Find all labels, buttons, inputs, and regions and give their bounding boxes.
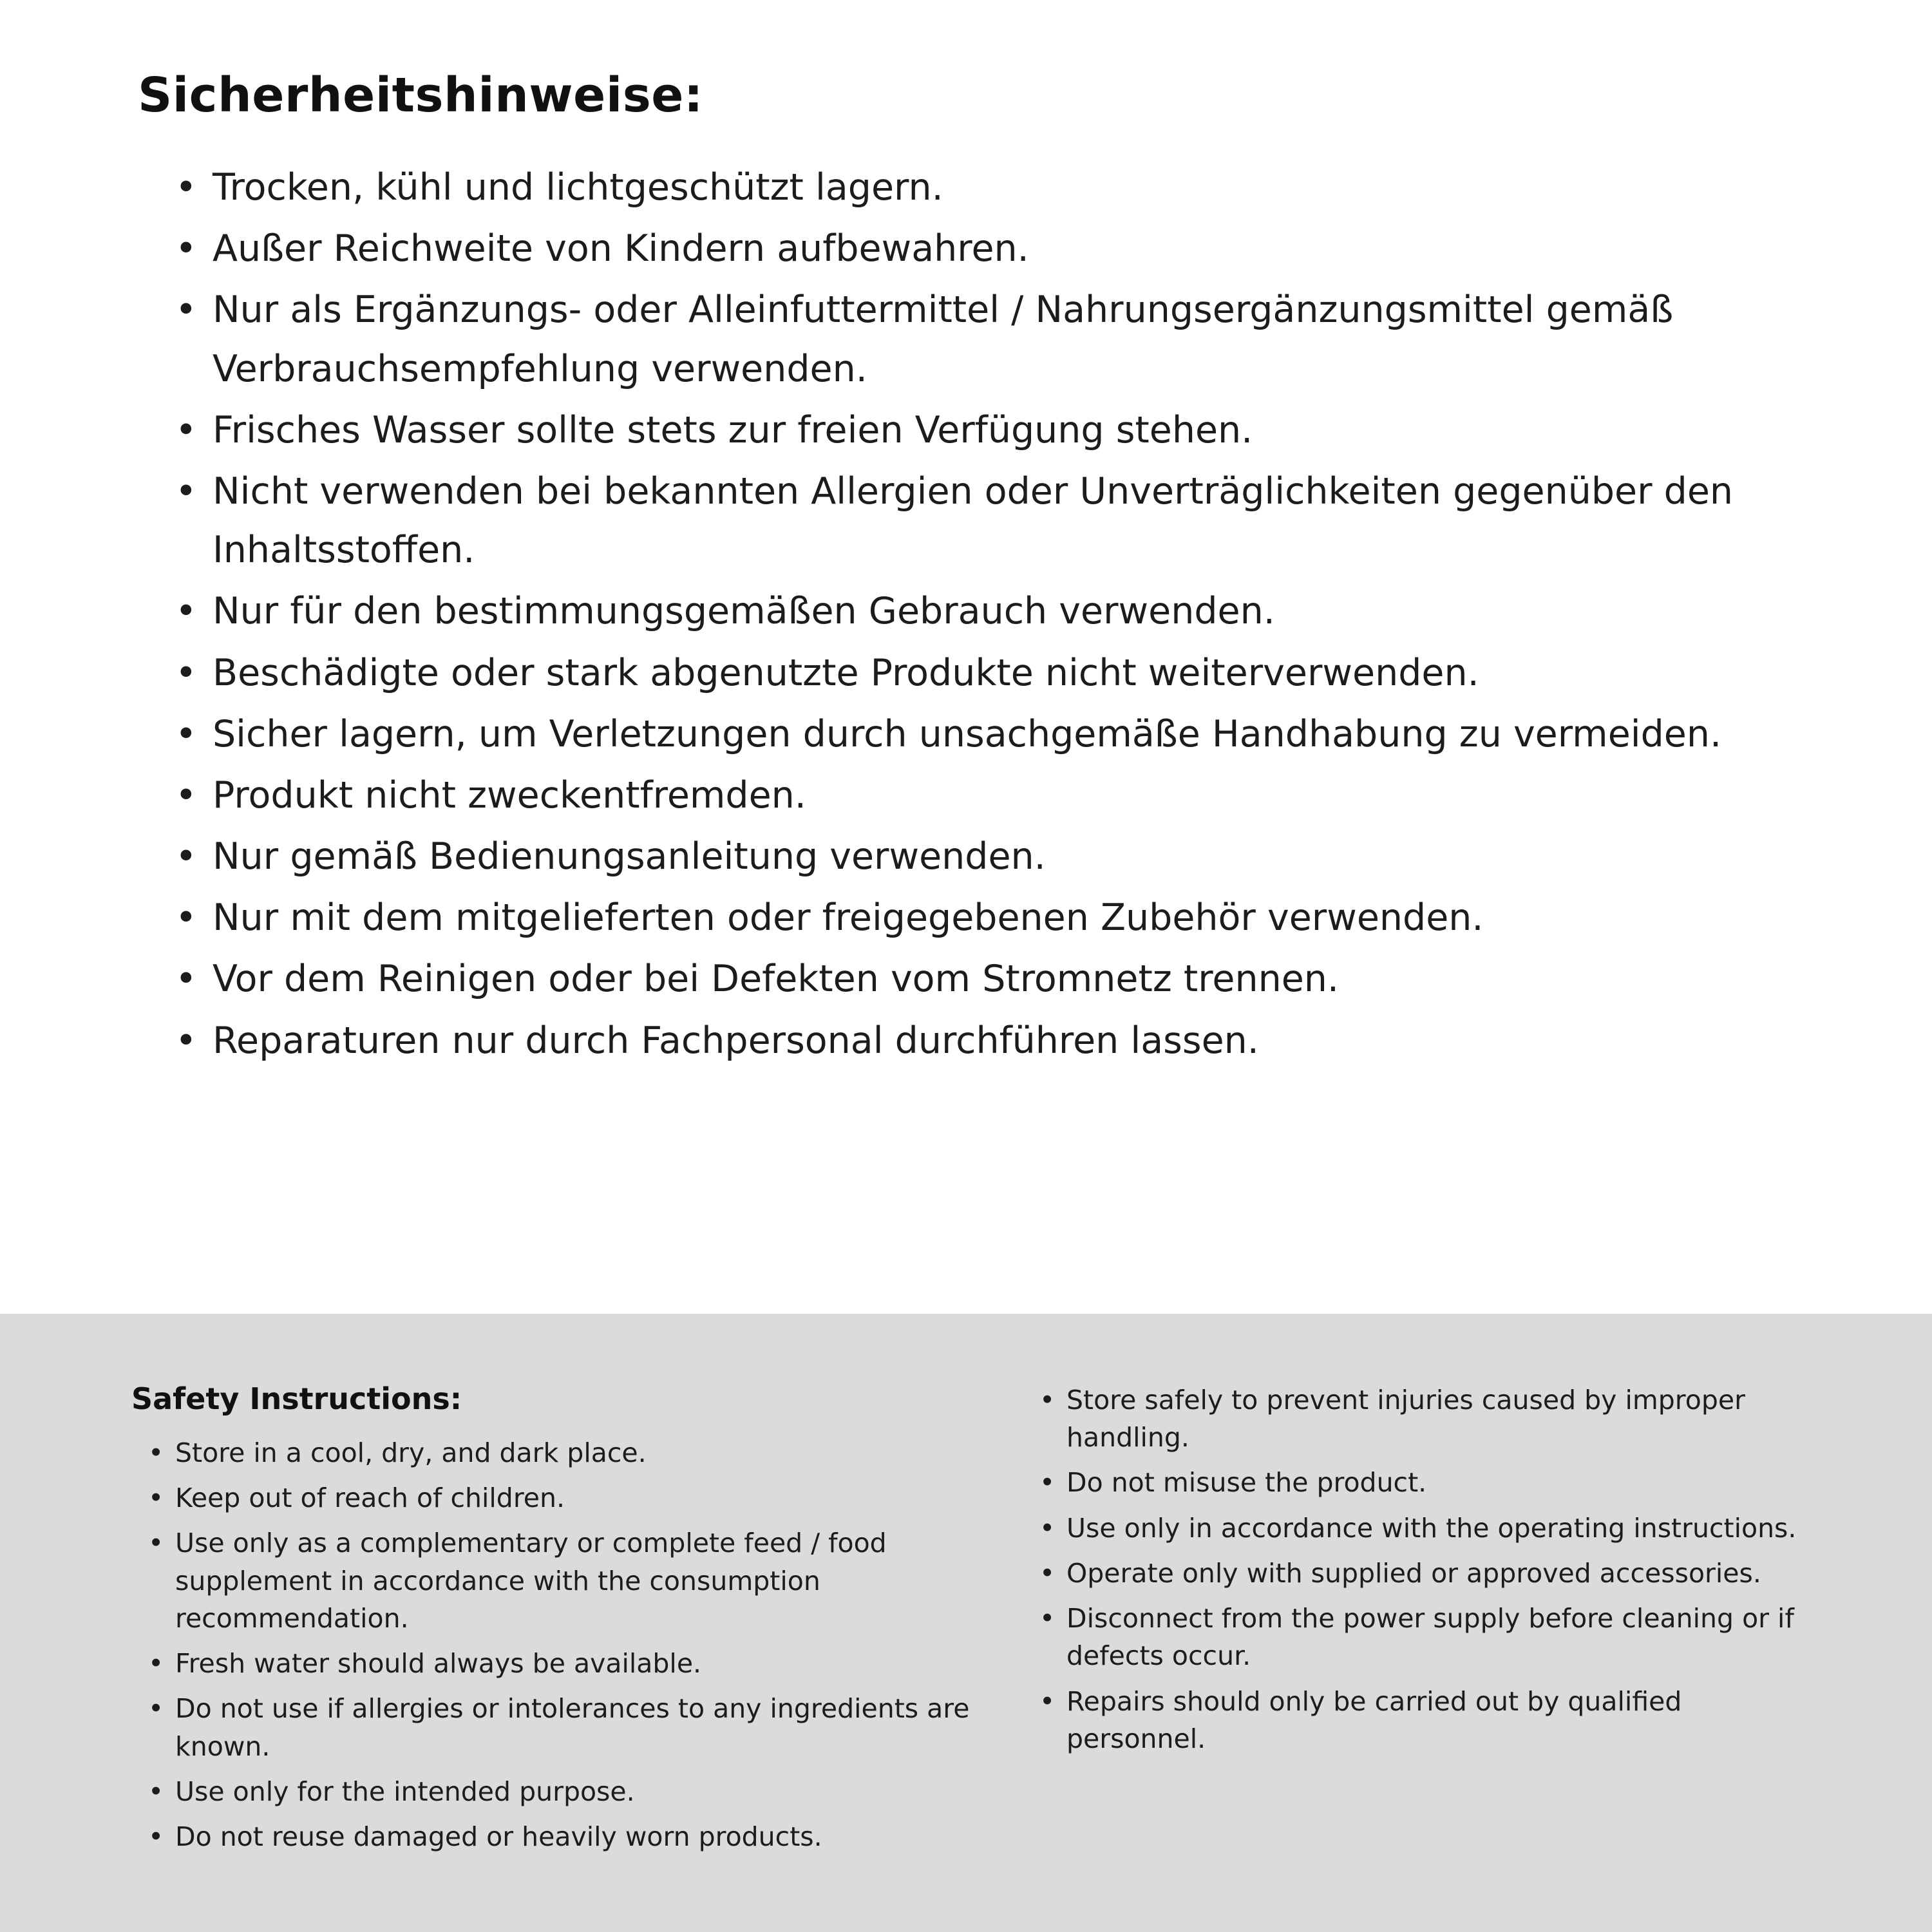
list-item-text: Store in a cool, dry, and dark place. [175, 1437, 647, 1468]
list-item-text: Nur gemäß Bedienungsanleitung verwenden. [213, 835, 1046, 878]
bullet-icon: • [175, 835, 197, 878]
german-heading: Sicherheitshinweise: [138, 68, 704, 123]
english-heading: Safety Instructions: [131, 1381, 462, 1416]
bullet-icon: • [175, 469, 197, 513]
list-item [148, 1690, 981, 1765]
bullet-icon: • [1039, 1385, 1056, 1416]
bullet-icon: • [148, 1648, 164, 1680]
list-item-text: Store safely to prevent injuries caused by improper handling. [1066, 1385, 1745, 1454]
list-item [1039, 1600, 1823, 1674]
list-item-text: Disconnect from the power supply before cleaning or if defects occur. [1066, 1603, 1794, 1672]
list-item [175, 644, 1829, 703]
bullet-icon: • [175, 773, 197, 817]
english-bullet-list-left [131, 1434, 981, 1855]
list-item-text: Nur für den bestimmungsgemäßen Gebrauch verwenden. [213, 590, 1275, 633]
bullet-icon: • [148, 1437, 164, 1468]
bullet-icon: • [148, 1821, 164, 1852]
bullet-icon: • [175, 958, 197, 1001]
list-item-text: Vor dem Reinigen oder bei Defekten vom Stromnetz trennen. [213, 958, 1340, 1001]
list-item-text: Do not use if allergies or intolerances to any ingredients are known. [175, 1693, 970, 1762]
list-item [1039, 1510, 1823, 1547]
list-item [175, 158, 1829, 217]
list-item [1039, 1464, 1823, 1501]
bullet-icon: • [1039, 1603, 1056, 1634]
list-item [175, 220, 1829, 278]
english-column-left [131, 1381, 981, 1863]
list-item-text: Use only for the intended purpose. [175, 1776, 635, 1807]
bullet-icon: • [175, 289, 197, 332]
list-item [148, 1434, 981, 1472]
list-item [148, 1645, 981, 1682]
english-column-right [1039, 1381, 1823, 1765]
bullet-icon: • [175, 1019, 197, 1062]
list-item-text: Nur als Ergänzungs- oder Alleinfuttermittel / Nahrungsergänzungsmittel gemäß Verbrauchsempfehlung verwenden. [213, 289, 1674, 390]
bullet-icon: • [148, 1528, 164, 1559]
list-item-text: Außer Reichweite von Kindern aufbewahren. [213, 227, 1029, 270]
list-item [175, 401, 1829, 460]
list-item [175, 766, 1829, 825]
list-item-text: Nur mit dem mitgelieferten oder freigegebenen Zubehör verwenden. [213, 896, 1484, 940]
list-item-text: Sicher lagern, um Verletzungen durch unsachgemäße Handhabung zu vermeiden. [213, 712, 1722, 755]
list-item [1039, 1555, 1823, 1592]
english-bullet-list-right [1039, 1381, 1823, 1757]
list-item [175, 462, 1829, 580]
list-item-text: Keep out of reach of children. [175, 1482, 565, 1514]
bullet-icon: • [148, 1776, 164, 1807]
bullet-icon: • [175, 712, 197, 755]
bullet-icon: • [175, 227, 197, 270]
german-bullet-list [138, 158, 1829, 1070]
bullet-icon: • [175, 896, 197, 940]
list-item [148, 1818, 981, 1855]
list-item-text: Frisches Wasser sollte stets zur freien Verfügung stehen. [213, 408, 1253, 451]
bullet-icon: • [175, 590, 197, 633]
list-item [175, 705, 1829, 764]
list-item-text: Nicht verwenden bei bekannten Allergien oder Unverträglichkeiten gegenüber den Inhaltsstoffen. [213, 469, 1734, 572]
bullet-icon: • [1039, 1467, 1056, 1499]
english-safety-section [0, 1314, 1932, 1932]
list-item-text: Do not reuse damaged or heavily worn products. [175, 1821, 822, 1852]
bullet-icon: • [175, 166, 197, 209]
list-item [148, 1773, 981, 1810]
english-columns [131, 1381, 1823, 1863]
list-item-text: Fresh water should always be available. [175, 1648, 702, 1680]
list-item-text: Reparaturen nur durch Fachpersonal durchführen lassen. [213, 1019, 1259, 1062]
bullet-icon: • [1039, 1512, 1056, 1544]
list-item [175, 828, 1829, 886]
bullet-icon: • [1039, 1685, 1056, 1717]
list-item-text: Use only as a complementary or complete feed / food supplement in accordance with the consumption recommendation. [175, 1528, 887, 1634]
bullet-icon: • [1039, 1557, 1056, 1589]
bullet-icon: • [148, 1482, 164, 1514]
list-item [148, 1479, 981, 1517]
bullet-icon: • [175, 651, 197, 694]
list-item-text: Repairs should only be carried out by qualified personnel. [1066, 1685, 1682, 1754]
bullet-icon: • [175, 408, 197, 451]
list-item [175, 889, 1829, 947]
list-item [1039, 1683, 1823, 1757]
list-item [175, 1012, 1829, 1070]
list-item-text: Produkt nicht zweckentfremden. [213, 773, 806, 817]
list-item-text: Operate only with supplied or approved accessories. [1066, 1557, 1761, 1589]
list-item [175, 281, 1829, 398]
list-item-text: Use only in accordance with the operating instructions. [1066, 1512, 1797, 1544]
list-item-text: Do not misuse the product. [1066, 1467, 1427, 1499]
list-item [175, 582, 1829, 641]
list-item [1039, 1381, 1823, 1456]
list-item [148, 1524, 981, 1637]
bullet-icon: • [148, 1693, 164, 1725]
list-item-text: Trocken, kühl und lichtgeschützt lagern. [213, 166, 943, 209]
list-item-text: Beschädigte oder stark abgenutzte Produkte nicht weiterverwenden. [213, 651, 1479, 694]
list-item [175, 950, 1829, 1009]
